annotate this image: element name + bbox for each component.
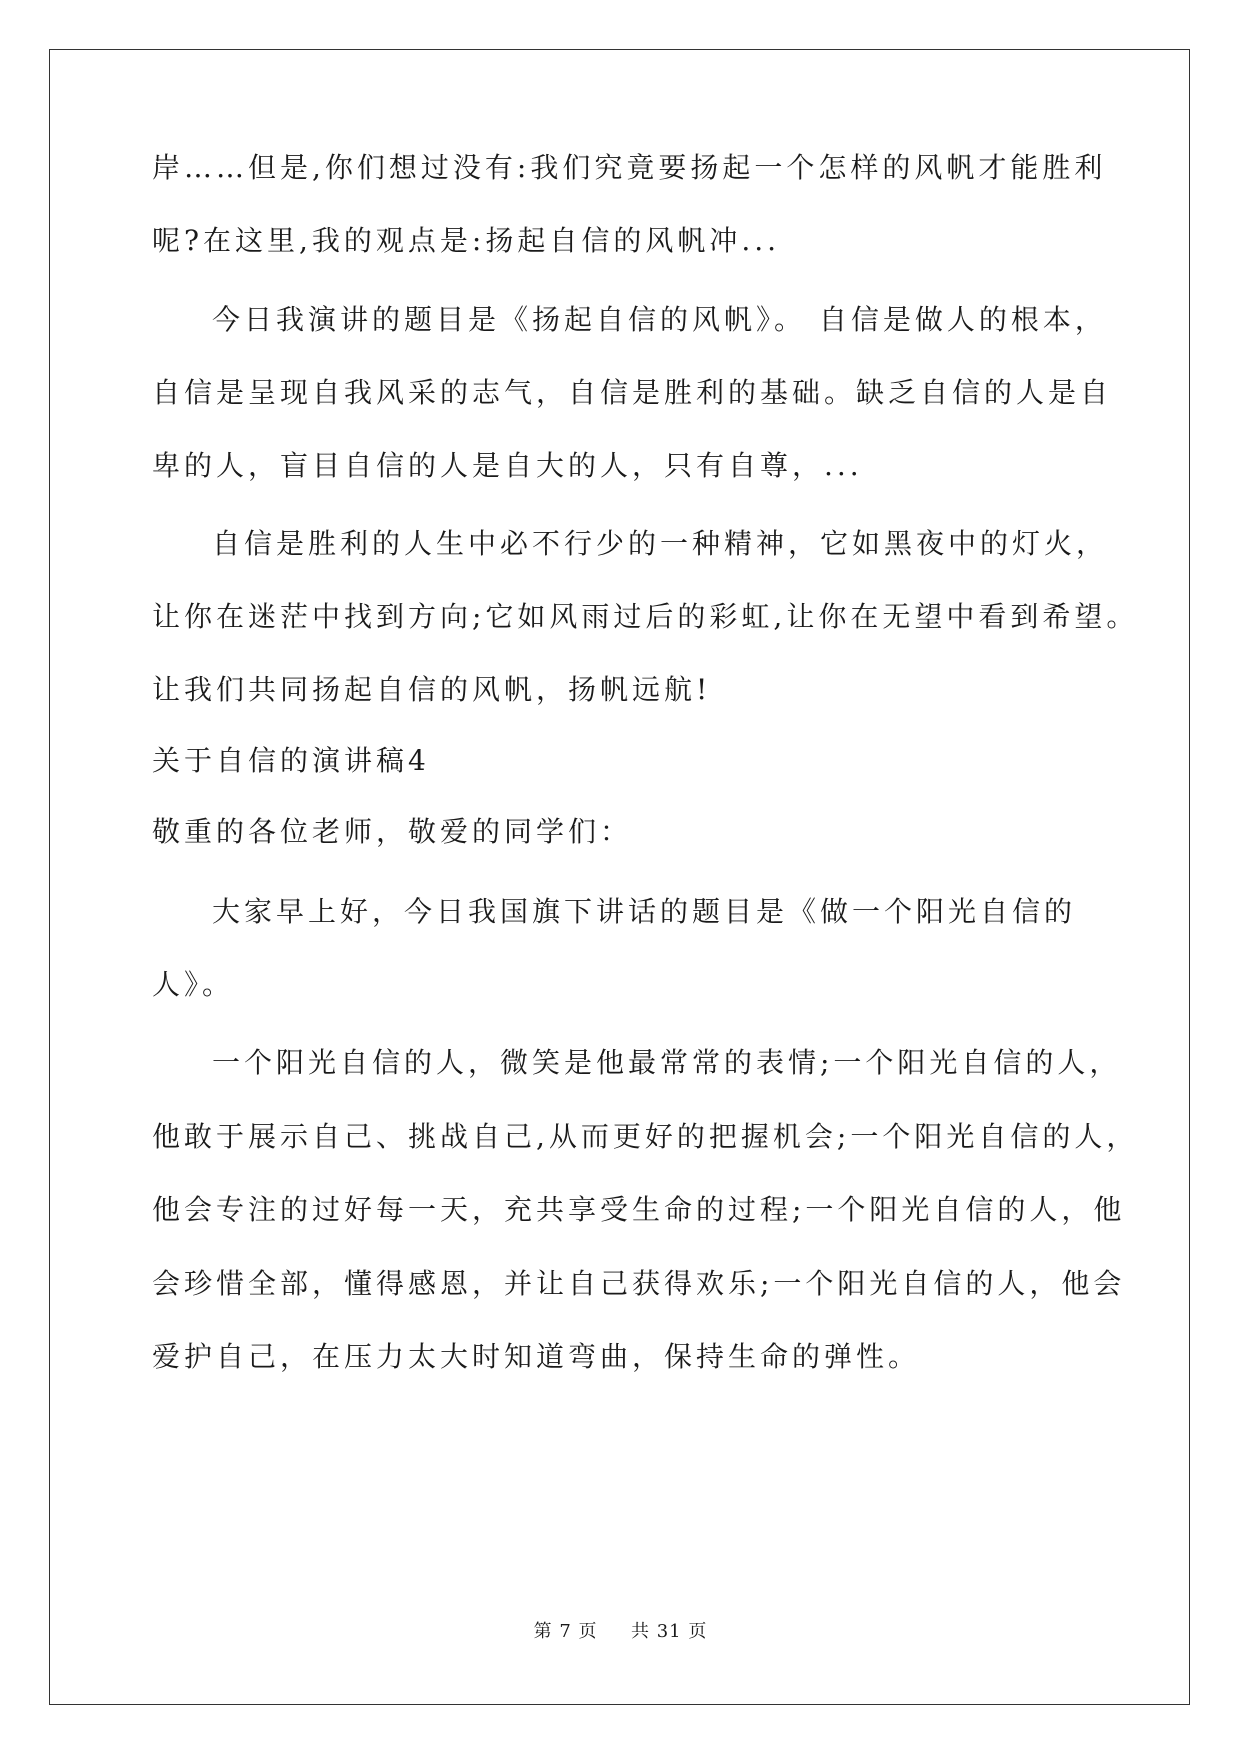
body-text-line: 会珍惜全部，懂得感恩，并让自己获得欢乐;一个阳光自信的人，他会 [152, 1267, 1126, 1300]
body-text-line: 今日我演讲的题目是《扬起自信的风帆》。 自信是做人的根本， [212, 303, 1107, 336]
body-text-line: 一个阳光自信的人，微笑是他最常常的表情;一个阳光自信的人， [212, 1046, 1122, 1079]
page-number: 第 7 页 [533, 1621, 598, 1642]
body-text-line: 让你在迷茫中找到方向;它如风雨过后的彩虹,让你在无望中看到希望。 [152, 600, 1139, 633]
body-text-line: 他敢于展示自己、挑战自己,从而更好的把握机会;一个阳光自信的人， [152, 1120, 1139, 1153]
body-text-line: 爱护自己，在压力太大时知道弯曲，保持生命的弹性。 [152, 1340, 921, 1373]
body-text-line: 他会专注的过好每一天，充共享受生命的过程;一个阳光自信的人，他 [152, 1193, 1126, 1226]
body-text-line: 岸……但是,你们想过没有:我们究竟要扬起一个怎样的风帆才能胜利 [152, 151, 1107, 184]
body-text-line: 人》。 [152, 968, 235, 1001]
page-footer [0, 1620, 1241, 1644]
body-text-line: 大家早上好，今日我国旗下讲话的题目是《做一个阳光自信的 [212, 895, 1077, 928]
page-border [49, 49, 1190, 1705]
body-text-line: 呢?在这里,我的观点是:扬起自信的风帆冲... [152, 224, 781, 257]
salutation: 敬重的各位老师，敬爱的同学们： [152, 815, 633, 848]
section-heading: 关于自信的演讲稿4 [152, 744, 430, 777]
body-text-line: 让我们共同扬起自信的风帆，扬帆远航! [152, 673, 712, 706]
body-text-line: 自信是呈现自我风采的志气，自信是胜利的基础。缺乏自信的人是自 [152, 376, 1113, 409]
page-total: 共 31 页 [631, 1621, 708, 1642]
body-text-line: 自信是胜利的人生中必不行少的一种精神，它如黑夜中的灯火， [212, 527, 1109, 560]
body-text-line: 卑的人，盲目自信的人是自大的人，只有自尊，... [152, 449, 863, 482]
